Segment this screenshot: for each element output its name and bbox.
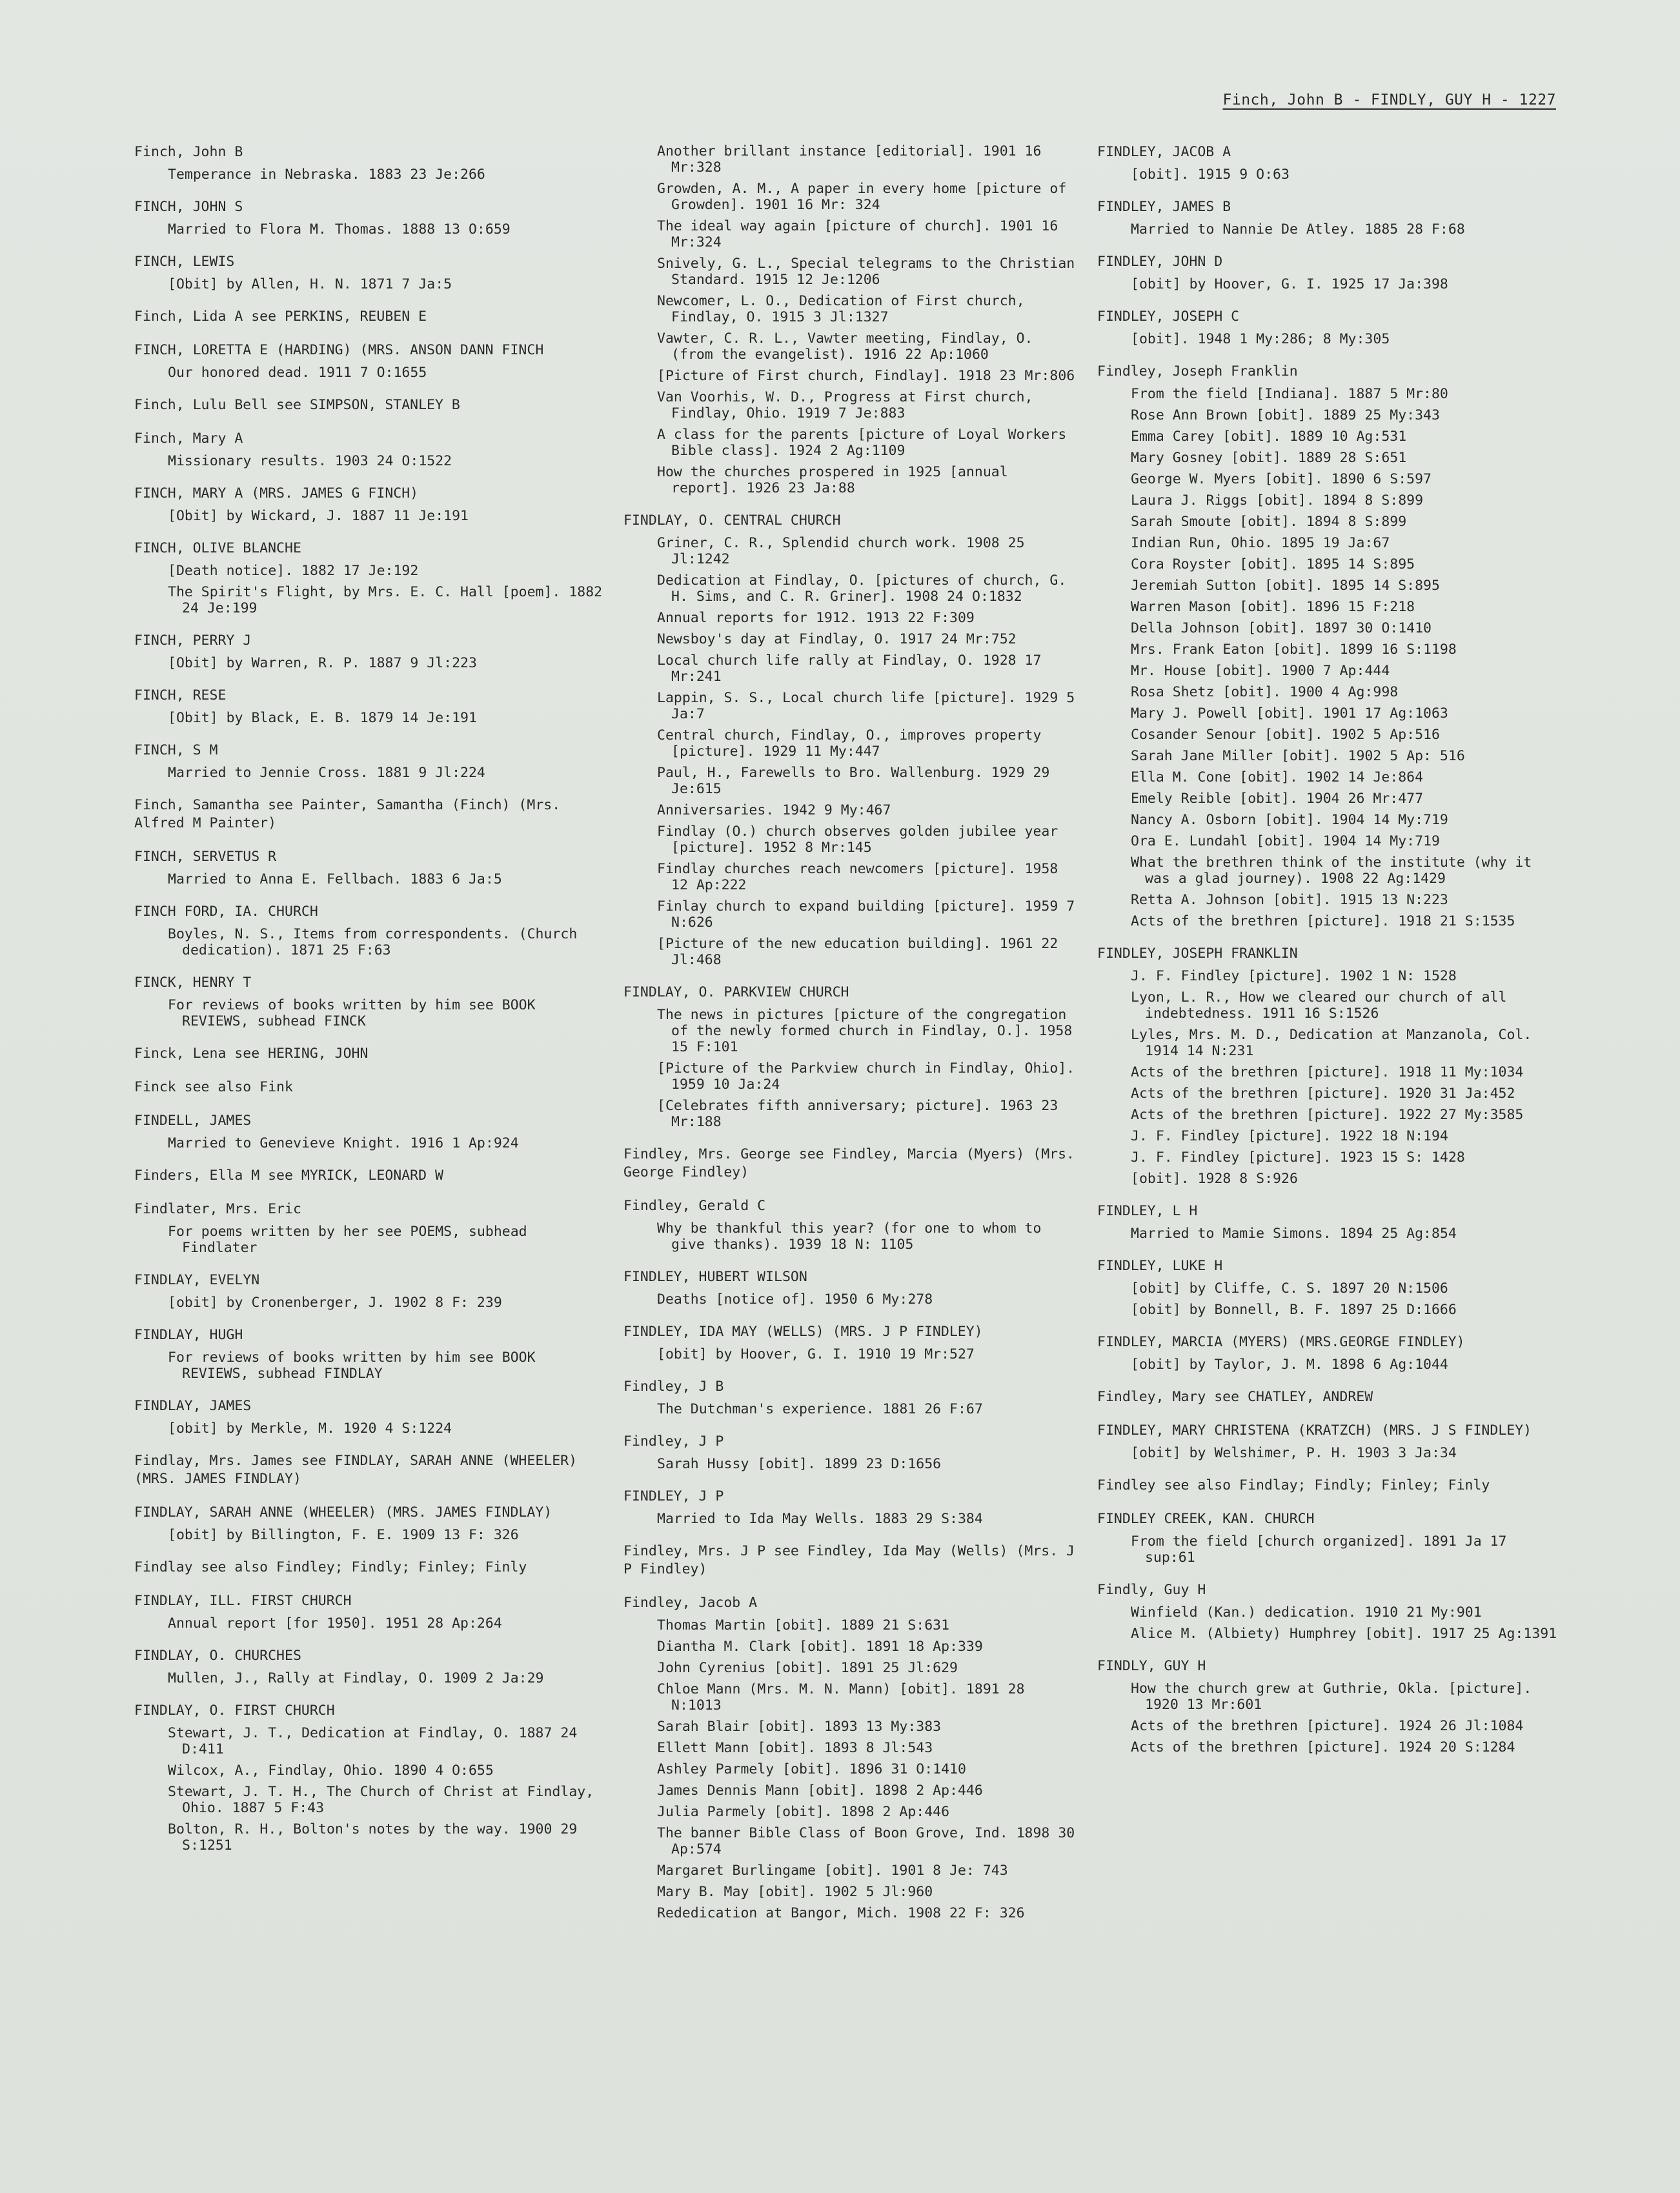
index-entry [134,1045,605,1063]
index-entry [1097,1202,1562,1242]
entry-reference: Sarah Blair [obit]. 1893 13 My:383 [657,1719,942,1735]
entry-reference: Sarah Hussy [obit]. 1899 23 D:1656 [657,1456,942,1472]
entry-reference: Julia Parmely [obit]. 1898 2 Ap:446 [657,1804,950,1820]
entry-heading: FINCH, S M [134,742,218,758]
entry-reference: Growden, A. M., A paper in every home [picture of Growden]. 1901 16 Mr: 324 [657,181,1067,213]
entry-reference: [Obit] by Allen, H. N. 1871 7 Ja:5 [168,276,452,292]
entry-heading: FINCH, PERRY J [134,632,252,649]
entry-reference: Local church life rally at Findlay, O. 1928 17 Mr:241 [657,652,1042,685]
entry-reference: J. F. Findley [picture]. 1902 1 N: 1528 [1131,968,1457,984]
entry-reference: Newcomer, L. O., Dedication of First church, Findlay, O. 1915 3 Jl:1327 [657,293,1025,325]
entry-heading: FINCK, HENRY T [134,975,252,991]
entry-reference: Anniversaries. 1942 9 My:467 [657,802,891,818]
entry-heading: Findley, J B [623,1379,724,1395]
entry-reference: Acts of the brethren [picture]. 1918 11 My:1034 [1131,1064,1524,1080]
entry-reference: Acts of the brethren [picture]. 1924 26 Jl:1084 [1131,1718,1524,1734]
entry-reference: Finlay church to expand building [picture]. 1959 7 N:626 [657,898,1075,931]
entry-heading: FINDLEY, IDA MAY (WELLS) (MRS. J P FINDLEY) [623,1324,983,1340]
index-entry [134,1504,605,1543]
entry-heading: FINDLEY, L H [1097,1203,1198,1219]
entry-reference: Sarah Jane Miller [obit]. 1902 5 Ap: 516 [1131,748,1465,764]
entry-reference: Cosander Senour [obit]. 1902 5 Ap:516 [1131,727,1440,743]
index-entry [623,1594,1075,1921]
entry-reference: Stewart, J. T., Dedication at Findlay, O. 1887 24 D:411 [168,1725,578,1757]
entry-reference: Wilcox, A., Findlay, Ohio. 1890 4 O:655 [168,1763,494,1779]
entry-heading: FINDLEY, JACOB A [1097,144,1231,160]
entry-reference: Diantha M. Clark [obit]. 1891 18 Ap:339 [657,1639,983,1655]
entry-heading: Findley, Jacob A [623,1595,758,1611]
entry-heading: FINDLEY, MARY CHRISTENA (KRATZCH) (MRS. J S FINDLEY) [1097,1422,1532,1439]
entry-heading: Findley, Gerald C [623,1198,766,1214]
entry-heading: FINDLEY, MARCIA (MYERS) (MRS.GEORGE FINDLEY) [1097,1334,1465,1350]
entry-reference: Annual report [for 1950]. 1951 28 Ap:264 [168,1615,502,1632]
entry-reference: Bolton, R. H., Bolton's notes by the way. 1900 29 S:1251 [168,1821,578,1854]
entry-reference: [obit]. 1915 9 O:63 [1131,167,1290,183]
index-entry [1097,1388,1562,1406]
entry-reference: Stewart, J. T. H., The Church of Christ at Findlay, Ohio. 1887 5 F:43 [168,1784,594,1816]
entry-heading: FINDELL, JAMES [134,1113,252,1129]
index-entry [623,1323,1075,1362]
entry-heading: FINDLAY, O. CENTRAL CHURCH [623,512,841,529]
index-entry [134,974,605,1029]
index-entry [623,1488,1075,1527]
index-entry [134,1592,605,1632]
entry-reference: Lyon, L. R., How we cleared our church of all indebtedness. 1911 16 S:1526 [1131,989,1507,1022]
entry-heading: Findley, Mary see CHATLEY, ANDREW [1097,1389,1373,1405]
index-entry [623,1268,1075,1308]
entry-reference: Married to Genevieve Knight. 1916 1 Ap:924 [168,1135,519,1151]
entry-heading: Finders, Ella M see MYRICK, LEONARD W [134,1167,443,1184]
index-entry [134,742,605,781]
entry-reference: [Obit] by Black, E. B. 1879 14 Je:191 [168,710,477,726]
index-entry [134,848,605,887]
entry-reference: Mary B. May [obit]. 1902 5 Jl:960 [657,1884,933,1900]
entry-reference: [obit]. 1928 8 S:926 [1131,1171,1298,1187]
entry-reference: Married to Jennie Cross. 1881 9 Jl:224 [168,765,485,781]
entry-reference: Married to Anna E. Fellbach. 1883 6 Ja:5 [168,871,502,887]
entry-reference: J. F. Findley [picture]. 1922 18 N:194 [1131,1128,1448,1144]
index-entry [134,430,605,469]
entry-reference: Laura J. Riggs [obit]. 1894 8 S:899 [1131,492,1424,509]
index-entry [1097,1422,1562,1461]
index-entry [134,903,605,958]
index-entry [134,396,605,414]
index-entry [134,1271,605,1311]
entry-reference: Ella M. Cone [obit]. 1902 14 Je:864 [1131,769,1424,785]
index-entry [1097,253,1562,292]
entry-reference: Deaths [notice of]. 1950 6 My:278 [657,1291,933,1308]
entry-reference: Rose Ann Brown [obit]. 1889 25 My:343 [1131,407,1440,423]
entry-reference: [Death notice]. 1882 17 Je:192 [168,563,419,579]
entry-reference: A class for the parents [picture of Loyal Workers Bible class]. 1924 2 Ag:1109 [657,427,1067,459]
index-entry [1097,308,1562,347]
entry-reference: [Picture of First church, Findlay]. 1918 23 Mr:806 [657,368,1075,384]
entry-reference: Mrs. Frank Eaton [obit]. 1899 16 S:1198 [1131,642,1457,658]
entry-heading: Findly, Guy H [1097,1582,1206,1598]
entry-reference: Mullen, J., Rally at Findlay, O. 1909 2 Ja:29 [168,1670,544,1686]
entry-reference: Temperance in Nebraska. 1883 23 Je:266 [168,167,485,183]
entry-reference: [Obit] by Warren, R. P. 1887 9 Jl:223 [168,655,477,671]
entry-reference: Missionary results. 1903 24 O:1522 [168,453,452,469]
entry-reference: J. F. Findley [picture]. 1923 15 S: 1428 [1131,1149,1465,1166]
entry-reference: Lyles, Mrs. M. D., Dedication at Manzanola, Col. 1914 14 N:231 [1131,1027,1532,1059]
entry-reference: Emely Reible [obit]. 1904 26 Mr:477 [1131,791,1424,807]
index-entry [134,796,605,833]
entry-heading: FINDLAY, O. PARKVIEW CHURCH [623,984,849,1000]
entry-reference: Acts of the brethren [picture]. 1920 31 Ja:452 [1131,1086,1515,1102]
index-entry [134,1559,605,1577]
entry-heading: FINDLEY, JOHN D [1097,254,1223,270]
entry-heading: Finck see also Fink [134,1079,293,1095]
entry-reference: [obit]. 1948 1 My:286; 8 My:305 [1131,331,1390,347]
index-entry [623,143,1075,496]
entry-heading: Findley, J P [623,1433,724,1450]
entry-reference: Alice M. (Albiety) Humphrey [obit]. 1917 25 Ag:1391 [1131,1626,1557,1642]
index-entry [134,1326,605,1382]
index-entry [134,1200,605,1256]
entry-heading: Finch, Lulu Bell see SIMPSON, STANLEY B [134,397,460,413]
entry-heading: FINCH, SERVETUS R [134,849,277,865]
entry-reference: [obit] by Welshimer, P. H. 1903 3 Ja:34 [1131,1445,1457,1461]
index-entry [1097,143,1562,183]
entry-heading: FINDLAY, SARAH ANNE (WHEELER) (MRS. JAMES FINDLAY) [134,1504,552,1521]
index-entry [1097,1581,1562,1642]
entry-reference: Central church, Findlay, O., improves property [picture]. 1929 11 My:447 [657,727,1042,760]
entry-reference: Cora Royster [obit]. 1895 14 S:895 [1131,556,1415,572]
index-entry [623,1542,1075,1579]
index-entry [623,1197,1075,1253]
entry-reference: [obit] by Cliffe, C. S. 1897 20 N:1506 [1131,1280,1448,1297]
entry-reference: Rosa Shetz [obit]. 1900 4 Ag:998 [1131,684,1399,700]
entry-reference: Margaret Burlingame [obit]. 1901 8 Je: 743 [657,1863,1008,1879]
entry-reference: Mr. House [obit]. 1900 7 Ap:444 [1131,663,1390,679]
entry-reference: Griner, C. R., Splendid church work. 1908 25 Jl:1242 [657,535,1025,567]
entry-heading: Finck, Lena see HERING, JOHN [134,1046,369,1062]
index-entry [134,1078,605,1096]
index-entry [1097,1333,1562,1373]
entry-reference: Acts of the brethren [picture]. 1924 20 S:1284 [1131,1739,1515,1755]
entry-reference: [Celebrates fifth anniversary; picture]. 1963 23 Mr:188 [657,1098,1058,1130]
entry-heading: Findley see also Findlay; Findly; Finley; Finly [1097,1477,1490,1493]
entry-reference: Married to Mamie Simons. 1894 25 Ag:854 [1131,1226,1457,1242]
entry-reference: Acts of the brethren [picture]. 1918 21 S:1535 [1131,913,1515,929]
index-entry [623,1146,1075,1182]
entry-reference: Della Johnson [obit]. 1897 30 O:1410 [1131,620,1432,636]
entry-reference: The news in pictures [picture of the congregation of the newly formed church in Findlay, O.]. 1958 15 F:101 [657,1007,1073,1055]
entry-reference: Mary Gosney [obit]. 1889 28 S:651 [1131,450,1407,466]
index-entry [134,687,605,726]
entry-heading: Findley, Mrs. J P see Findley, Ida May (Wells) (Mrs. J P Findley) [623,1543,1075,1577]
entry-reference: [Picture of the Parkview church in Findlay, Ohio]. 1959 10 Ja:24 [657,1060,1075,1093]
entry-reference: Van Voorhis, W. D., Progress at First church, Findlay, Ohio. 1919 7 Je:883 [657,389,1033,421]
entry-heading: FINDLEY, J P [623,1488,724,1504]
index-entry [134,198,605,237]
entry-reference: Nancy A. Osborn [obit]. 1904 14 My:719 [1131,812,1448,828]
index-entry [134,1452,605,1488]
entry-reference: Why be thankful this year? (for one to whom to give thanks). 1939 18 N: 1105 [657,1220,1042,1253]
entry-heading: FINDLAY, HUGH [134,1327,243,1343]
entry-reference: Ashley Parmely [obit]. 1896 31 O:1410 [657,1761,966,1777]
entry-heading: Finch, Mary A [134,430,243,447]
index-entry [1097,198,1562,237]
index-entry [1097,1257,1562,1318]
entry-heading: FINDLEY, JOSEPH FRANKLIN [1097,945,1298,962]
index-entry [623,512,1075,968]
entry-reference: For poems written by her see POEMS, subhead Findlater [168,1224,527,1256]
entry-heading: FINCH, OLIVE BLANCHE [134,540,301,556]
entry-reference: Indian Run, Ohio. 1895 19 Ja:67 [1131,535,1390,551]
entry-reference: Acts of the brethren [picture]. 1922 27 My:3585 [1131,1107,1524,1123]
entry-heading: FINDLAY, ILL. FIRST CHURCH [134,1593,352,1609]
column-2 [623,143,1075,1937]
entry-heading: FINDLAY, JAMES [134,1398,252,1414]
index-entry [1097,363,1562,929]
index-entry [134,341,605,381]
entry-reference: Dedication at Findlay, O. [pictures of church, G. H. Sims, and C. R. Griner]. 1908 24 O:1832 [657,572,1067,605]
entry-heading: FINDLAY, O. CHURCHES [134,1648,301,1664]
index-entry [1097,945,1562,1187]
entry-heading: FINDLAY, O. FIRST CHURCH [134,1703,335,1719]
entry-reference: [Obit] by Wickard, J. 1887 11 Je:191 [168,508,469,524]
entry-reference: George W. Myers [obit]. 1890 6 S:597 [1131,471,1432,487]
column-1 [134,143,605,1869]
index-entry [134,1397,605,1437]
entry-reference: Thomas Martin [obit]. 1889 21 S:631 [657,1617,950,1633]
index-entry [134,253,605,292]
entry-reference: Our honored dead. 1911 7 O:1655 [168,365,427,381]
entry-reference: [obit] by Bonnell, B. F. 1897 25 D:1666 [1131,1302,1457,1318]
entry-heading: Findlay, Mrs. James see FINDLAY, SARAH ANNE (WHEELER) (MRS. JAMES FINDLAY) [134,1453,578,1487]
entry-reference: How the church grew at Guthrie, Okla. [picture]. 1920 13 Mr:601 [1131,1681,1532,1713]
index-entry [134,1167,605,1185]
entry-reference: [obit] by Billington, F. E. 1909 13 F: 326 [168,1527,519,1543]
entry-reference: For reviews of books written by him see BOOK REVIEWS, subhead FINCK [168,997,536,1029]
entry-reference: Married to Nannie De Atley. 1885 28 F:68 [1131,221,1465,237]
entry-reference: [obit] by Taylor, J. M. 1898 6 Ag:1044 [1131,1357,1448,1373]
index-entry [1097,1657,1562,1755]
index-entry [623,1378,1075,1417]
entry-reference: Findlay churches reach newcomers [picture]. 1958 12 Ap:222 [657,861,1058,893]
entry-reference: Winfield (Kan.) dedication. 1910 21 My:901 [1131,1604,1482,1621]
entry-reference: The Spirit's Flight, by Mrs. E. C. Hall [poem]. 1882 24 Je:199 [168,584,603,616]
entry-reference: The Dutchman's experience. 1881 26 F:67 [657,1401,983,1417]
entry-reference: Mary J. Powell [obit]. 1901 17 Ag:1063 [1131,705,1448,722]
entry-heading: Findley, Mrs. George see Findley, Marcia (Myers) (Mrs. George Findley) [623,1146,1075,1180]
entry-reference: From the field [church organized]. 1891 Ja 17 sup:61 [1131,1533,1507,1566]
entry-heading: FINDLEY, LUKE H [1097,1258,1223,1274]
index-entry [134,1112,605,1151]
entry-heading: Findlay see also Findley; Findly; Finley; Finly [134,1559,527,1575]
entry-reference: Lappin, S. S., Local church life [picture]. 1929 5 Ja:7 [657,690,1075,722]
index-entry [134,1702,605,1854]
index-entry [1097,1510,1562,1566]
entry-reference: [obit] by Hoover, G. I. 1910 19 Mr:527 [657,1346,975,1362]
entry-heading: Findley, Joseph Franklin [1097,363,1298,379]
index-entry [134,1647,605,1686]
entry-reference: The ideal way again [picture of church]. 1901 16 Mr:324 [657,218,1058,250]
entry-reference: Another brillant instance [editorial]. 1901 16 Mr:328 [657,143,1042,176]
entry-heading: Finch, John B [134,144,243,160]
index-entry [1097,1477,1562,1495]
entry-heading: FINDLEY, JAMES B [1097,199,1231,215]
entry-reference: [Picture of the new education building]. 1961 22 Jl:468 [657,936,1058,968]
entry-reference: Chloe Mann (Mrs. M. N. Mann) [obit]. 1891 28 N:1013 [657,1681,1025,1713]
entry-heading: FINCH, JOHN S [134,199,243,215]
entry-heading: FINCH FORD, IA. CHURCH [134,904,318,920]
index-entry [623,1433,1075,1472]
entry-heading: FINDLEY CREEK, KAN. CHURCH [1097,1511,1315,1527]
entry-heading: FINCH, LORETTA E (HARDING) (MRS. ANSON DANN FINCH [134,342,544,358]
entry-reference: For reviews of books written by him see BOOK REVIEWS, subhead FINDLAY [168,1349,536,1382]
entry-reference: Rededication at Bangor, Mich. 1908 22 F: 326 [657,1905,1025,1921]
entry-heading: FINCH, LEWIS [134,254,235,270]
entry-reference: Sarah Smoute [obit]. 1894 8 S:899 [1131,514,1407,530]
entry-reference: [obit] by Cronenberger, J. 1902 8 F: 239 [168,1295,502,1311]
running-header: Finch, John B - FINDLY, GUY H - 1227 [1222,92,1556,108]
entry-reference: Ora E. Lundahl [obit]. 1904 14 My:719 [1131,833,1440,849]
entry-reference: Findlay (O.) church observes golden jubilee year [picture]. 1952 8 Mr:145 [657,824,1058,856]
index-entry [623,984,1075,1130]
entry-reference: Jeremiah Sutton [obit]. 1895 14 S:895 [1131,578,1440,594]
index-entry [134,308,605,326]
entry-heading: FINDLAY, EVELYN [134,1272,260,1288]
entry-reference: Annual reports for 1912. 1913 22 F:309 [657,610,975,626]
entry-reference: Retta A. Johnson [obit]. 1915 13 N:223 [1131,892,1448,908]
entry-heading: Finch, Lida A see PERKINS, REUBEN E [134,308,427,325]
entry-heading: Findlater, Mrs. Eric [134,1201,301,1217]
entry-heading: FINDLY, GUY H [1097,1658,1206,1674]
entry-reference: Paul, H., Farewells to Bro. Wallenburg. 1929 29 Je:615 [657,765,1050,797]
entry-reference: Snively, G. L., Special telegrams to the Christian Standard. 1915 12 Je:1206 [657,256,1075,288]
entry-reference: The banner Bible Class of Boon Grove, Ind. 1898 30 Ap:574 [657,1825,1075,1857]
entry-reference: Vawter, C. R. L., Vawter meeting, Findlay, O. (from the evangelist). 1916 22 Ap:1060 [657,330,1033,363]
entry-reference: Married to Ida May Wells. 1883 29 S:384 [657,1511,983,1527]
entry-heading: FINDLEY, HUBERT WILSON [623,1269,807,1285]
entry-reference: Newsboy's day at Findlay, O. 1917 24 Mr:752 [657,631,1017,647]
entry-reference: Boyles, N. S., Items from correspondents. (Church dedication). 1871 25 F:63 [168,926,578,958]
entry-reference: James Dennis Mann [obit]. 1898 2 Ap:446 [657,1783,983,1799]
entry-reference: Emma Carey [obit]. 1889 10 Ag:531 [1131,429,1407,445]
index-entry [134,143,605,183]
entry-reference: Married to Flora M. Thomas. 1888 13 O:659 [168,221,511,237]
column-3 [1097,143,1562,1771]
entry-reference: Warren Mason [obit]. 1896 15 F:218 [1131,599,1415,615]
entry-heading: FINCH, RESE [134,687,227,703]
entry-heading: FINCH, MARY A (MRS. JAMES G FINCH) [134,485,419,501]
entry-reference: [obit] by Merkle, M. 1920 4 S:1224 [168,1420,452,1437]
index-entry [134,540,605,616]
entry-reference: [obit] by Hoover, G. I. 1925 17 Ja:398 [1131,276,1448,292]
entry-reference: What the brethren think of the institute (why it was a glad journey). 1908 22 Ag:1429 [1131,854,1532,887]
entry-reference: From the field [Indiana]. 1887 5 Mr:80 [1131,386,1448,402]
entry-reference: How the churches prospered in 1925 [annual report]. 1926 23 Ja:88 [657,464,1008,496]
index-entry [134,632,605,671]
entry-reference: Ellett Mann [obit]. 1893 8 Jl:543 [657,1740,933,1756]
entry-reference: John Cyrenius [obit]. 1891 25 Jl:629 [657,1660,958,1676]
index-entry [134,485,605,524]
entry-heading: FINDLEY, JOSEPH C [1097,308,1240,325]
entry-heading: Finch, Samantha see Painter, Samantha (Finch) (Mrs. Alfred M Painter) [134,797,561,831]
